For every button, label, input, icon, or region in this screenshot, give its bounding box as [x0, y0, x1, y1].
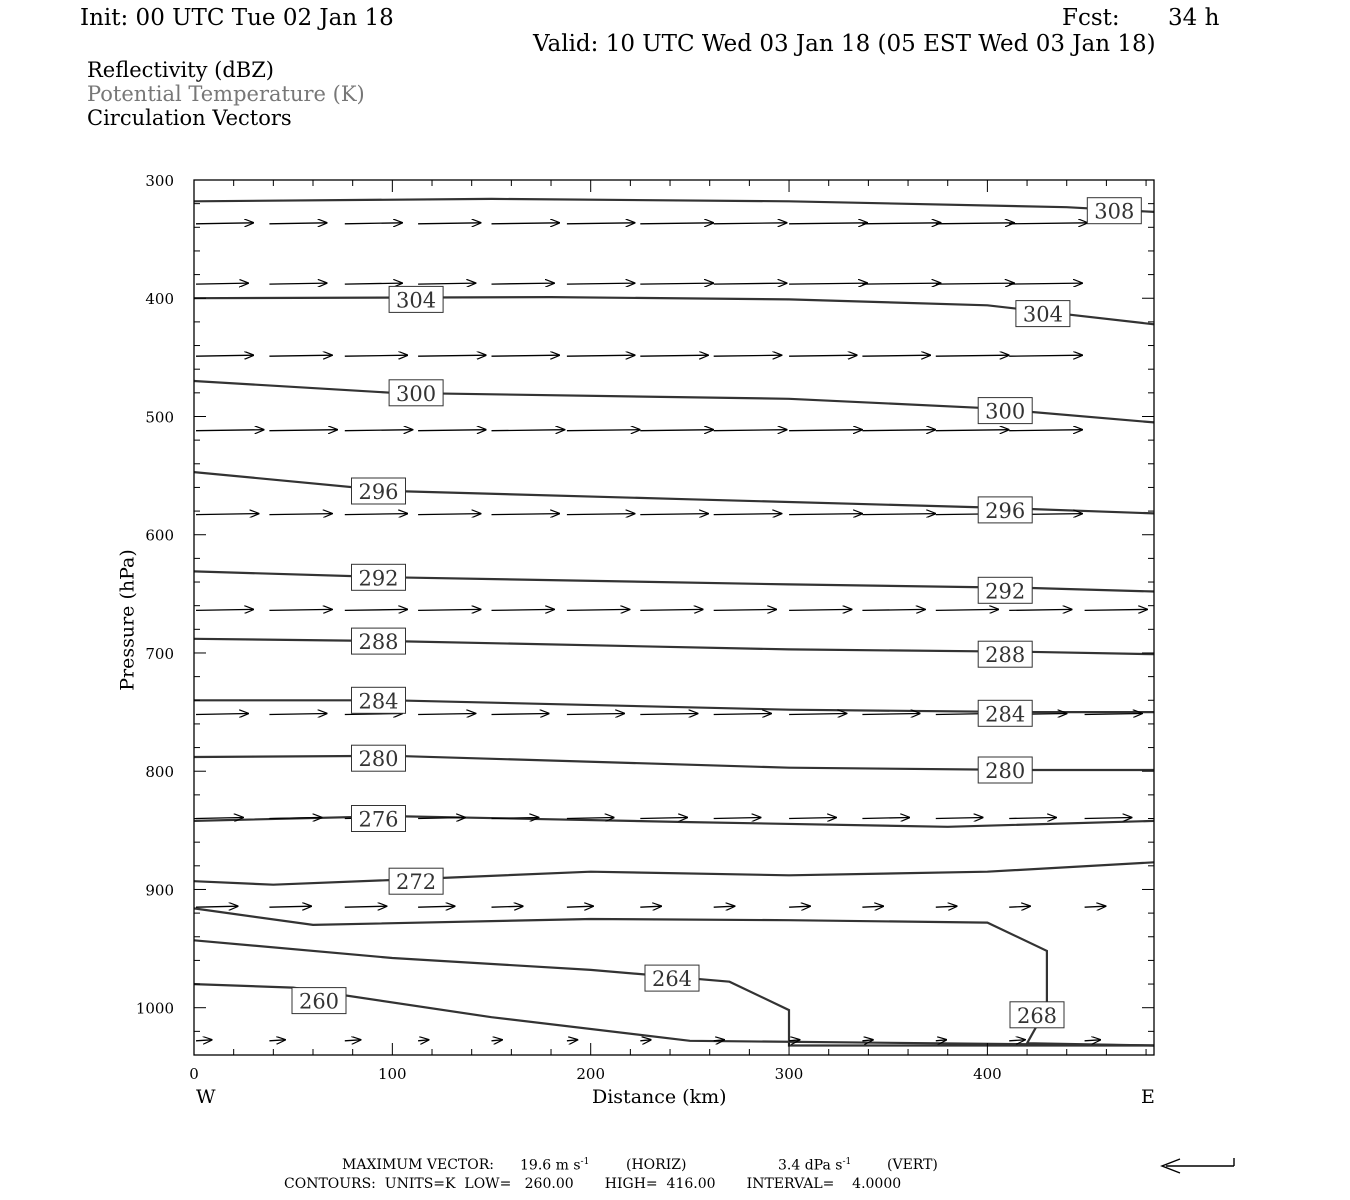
contour-label: 288	[358, 630, 399, 655]
forecast-hour: 34 h	[1168, 5, 1220, 31]
contour-label: 276	[358, 807, 399, 832]
circulation-vector	[418, 223, 480, 224]
contour-label: 280	[985, 759, 1026, 783]
circulation-vector	[640, 1040, 650, 1041]
circulation-vector	[862, 223, 940, 224]
circulation-vector	[936, 223, 1014, 224]
valid-time: Valid: 10 UTC Wed 03 Jan 18 (05 EST Wed 03 Jan 18)	[533, 31, 1156, 57]
circulation-vector	[418, 430, 486, 431]
circulation-vector	[714, 283, 787, 284]
circulation-vector	[862, 355, 930, 356]
circulation-vector	[345, 514, 407, 515]
circulation-vector	[345, 906, 387, 907]
circulation-vector	[345, 1040, 361, 1041]
circulation-vector	[567, 818, 614, 819]
circulation-vector	[269, 609, 331, 610]
max-vector-horiz-unit: (HORIZ)	[626, 1157, 687, 1173]
circulation-vector	[789, 1040, 799, 1041]
circulation-vector	[1085, 609, 1147, 610]
circulation-vector	[714, 714, 771, 715]
contour-label: 264	[651, 967, 693, 992]
y-tick-label: 500	[145, 408, 174, 427]
circulation-vector	[640, 223, 713, 224]
circulation-vector	[1009, 223, 1087, 224]
max-vector-label: MAXIMUM VECTOR:	[342, 1157, 494, 1173]
circulation-vector	[196, 514, 258, 515]
contour-label: 292	[985, 579, 1026, 604]
circulation-vector	[640, 609, 702, 610]
circulation-vector	[418, 1040, 428, 1041]
circulation-vector	[269, 430, 337, 431]
y-axis-title: Pressure (hPa)	[116, 549, 139, 691]
circulation-vector	[492, 1040, 502, 1041]
contour-label: 284	[358, 689, 399, 714]
circulation-vector	[714, 609, 776, 610]
circulation-vector	[714, 514, 782, 515]
circulation-vector	[345, 355, 407, 356]
contour-label: 300	[396, 381, 437, 406]
circulation-vector	[936, 609, 998, 610]
circulation-vector	[345, 283, 402, 284]
circulation-vector	[714, 430, 787, 431]
circulation-vector	[1009, 283, 1082, 284]
circulation-vector	[418, 283, 475, 284]
circulation-vector	[714, 223, 787, 224]
circulation-vector	[640, 818, 687, 819]
max-vector-horiz-value: 19.6 m $s^{-1}$	[520, 1157, 590, 1174]
circulation-vector	[789, 223, 867, 224]
circulation-vector	[196, 609, 253, 610]
circulation-vector	[1085, 714, 1142, 715]
x-axis-title: Distance (km)	[592, 1086, 727, 1108]
y-tick-label: 900	[145, 881, 174, 900]
circulation-vector	[345, 609, 407, 610]
circulation-vector	[789, 514, 862, 515]
legend-potential-temperature: Potential Temperature (K)	[87, 82, 365, 106]
init-time: Init: 00 UTC Tue 02 Jan 18	[80, 5, 394, 31]
y-tick-label: 400	[145, 290, 174, 309]
x-axis-west: W	[196, 1086, 216, 1108]
circulation-vector	[1085, 818, 1132, 819]
circulation-vector	[714, 818, 761, 819]
circulation-vector	[492, 609, 554, 610]
circulation-vector	[936, 906, 957, 907]
circulation-vector	[418, 906, 454, 907]
circulation-vector	[567, 355, 635, 356]
theta-contour-304	[194, 297, 1154, 324]
circulation-vector	[936, 1040, 946, 1041]
circulation-vector	[418, 609, 480, 610]
y-tick-label: 800	[145, 763, 174, 782]
circulation-vector	[640, 714, 697, 715]
circulation-vector	[418, 355, 486, 356]
circulation-vector	[196, 355, 253, 356]
contour-info: CONTOURS: UNITS=K LOW= 260.00 HIGH= 416.00 INTERVAL= 4.0000	[284, 1176, 902, 1192]
circulation-vector	[269, 514, 331, 515]
circulation-vector	[789, 355, 857, 356]
circulation-vector	[862, 714, 919, 715]
circulation-vector	[492, 283, 554, 284]
contour-label: 272	[396, 870, 437, 895]
circulation-vector	[492, 223, 560, 224]
theta-contour-308	[194, 199, 1154, 212]
contour-label: 304	[1022, 302, 1063, 327]
theta-contour-272	[194, 862, 1154, 884]
circulation-vector	[1009, 430, 1082, 431]
circulation-vector	[789, 714, 846, 715]
circulation-vector	[269, 223, 326, 224]
circulation-vector	[862, 514, 935, 515]
circulation-vector	[269, 355, 331, 356]
circulation-vector	[789, 283, 867, 284]
circulation-vector	[862, 430, 935, 431]
legend-reflectivity: Reflectivity (dBZ)	[87, 58, 275, 82]
y-tick-label: 600	[145, 526, 174, 545]
circulation-vector	[418, 714, 475, 715]
circulation-vector	[567, 430, 640, 431]
circulation-vector	[640, 355, 708, 356]
circulation-vector	[567, 609, 629, 610]
circulation-vector	[269, 283, 326, 284]
x-tick-label: 400	[973, 1065, 1002, 1083]
circulation-vector	[418, 514, 480, 515]
circulation-vector	[789, 609, 851, 610]
x-tick-label: 200	[576, 1065, 606, 1083]
contour-label: 268	[1016, 1003, 1058, 1028]
circulation-vector	[936, 430, 1009, 431]
circulation-vector	[640, 283, 713, 284]
max-vector-vert-unit: (VERT)	[887, 1157, 938, 1173]
circulation-vector	[1009, 906, 1030, 907]
circulation-vector	[936, 283, 1014, 284]
max-vector-vert-value: 3.4 dPa $s^{-1}$	[778, 1157, 852, 1174]
x-axis-east: E	[1141, 1086, 1155, 1108]
contour-label: 300	[985, 399, 1026, 424]
circulation-vector	[862, 609, 924, 610]
max-vector-arrow	[1162, 1158, 1234, 1173]
y-tick-label: 300	[145, 172, 174, 190]
legend-circulation-vectors: Circulation Vectors	[87, 106, 292, 130]
circulation-vector	[196, 906, 238, 907]
circulation-vector	[567, 1040, 577, 1041]
y-tick-label: 1000	[135, 999, 174, 1018]
circulation-vector	[1085, 1040, 1101, 1041]
y-tick-label: 700	[145, 645, 174, 663]
circulation-vector	[567, 714, 624, 715]
circulation-vector	[345, 430, 413, 431]
circulation-vector	[1085, 906, 1106, 907]
circulation-vector	[196, 283, 248, 284]
circulation-vector	[196, 430, 264, 431]
circulation-vector	[1009, 609, 1071, 610]
circulation-vector	[269, 906, 311, 907]
circulation-vector	[1009, 818, 1056, 819]
circulation-vector	[789, 906, 810, 907]
circulation-vector	[862, 818, 909, 819]
circulation-vector	[196, 1040, 212, 1041]
circulation-vector	[640, 430, 713, 431]
circulation-vector	[1009, 1040, 1025, 1041]
circulation-vector	[196, 714, 248, 715]
contour-label: 308	[1094, 199, 1135, 224]
contour-label: 260	[298, 989, 340, 1014]
circulation-vector	[345, 223, 402, 224]
circulation-vector	[640, 906, 661, 907]
circulation-vector	[492, 514, 560, 515]
contour-label: 304	[396, 288, 437, 313]
circulation-vector	[714, 906, 735, 907]
contour-label: 296	[358, 480, 399, 504]
contour-label: 296	[985, 498, 1026, 523]
circulation-vector	[862, 283, 940, 284]
circulation-vector	[1009, 355, 1082, 356]
contour-label: 280	[358, 747, 399, 772]
circulation-vector	[492, 906, 523, 907]
circulation-vector	[269, 1040, 285, 1041]
circulation-vector	[862, 1040, 872, 1041]
circulation-vector	[492, 355, 560, 356]
circulation-vector	[714, 355, 782, 356]
circulation-vector	[269, 714, 326, 715]
circulation-vector	[567, 514, 635, 515]
circulation-vector	[789, 430, 862, 431]
circulation-vector	[492, 714, 549, 715]
x-tick-label: 300	[774, 1065, 804, 1083]
circulation-vector	[862, 906, 883, 907]
x-tick-label: 0	[189, 1065, 199, 1083]
contour-label: 284	[985, 702, 1026, 727]
forecast-label: Fcst:	[1062, 5, 1120, 31]
circulation-vector	[196, 818, 243, 819]
circulation-vector	[640, 514, 708, 515]
circulation-vector	[492, 430, 565, 431]
circulation-vector	[196, 223, 253, 224]
circulation-vector	[936, 355, 1009, 356]
x-tick-label: 100	[377, 1065, 407, 1083]
circulation-vector	[567, 906, 593, 907]
contour-label: 292	[358, 566, 399, 591]
circulation-vector	[789, 818, 836, 819]
circulation-vector	[567, 283, 635, 284]
contour-label: 288	[985, 643, 1026, 668]
circulation-vector	[567, 223, 635, 224]
circulation-vector	[936, 818, 983, 819]
